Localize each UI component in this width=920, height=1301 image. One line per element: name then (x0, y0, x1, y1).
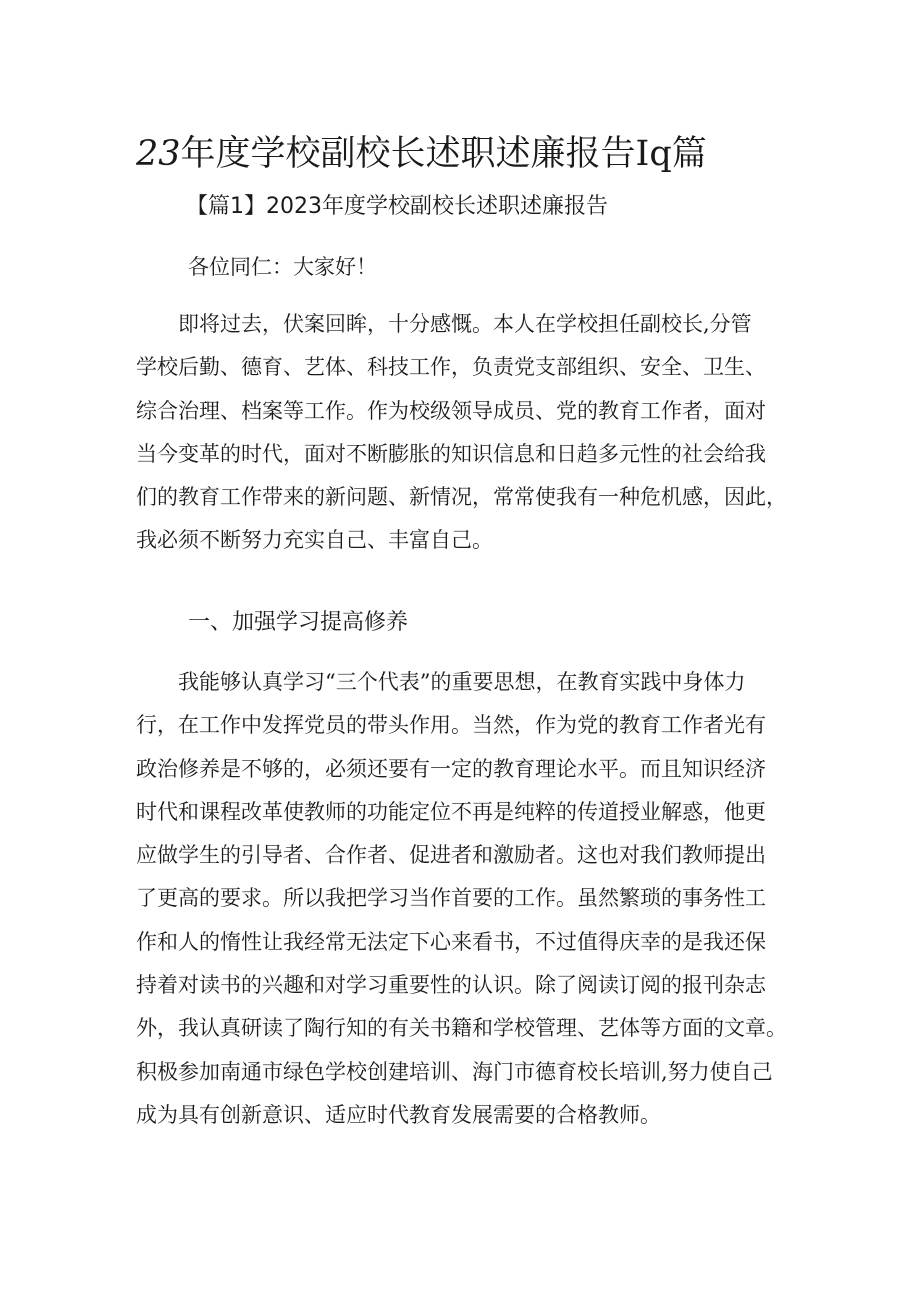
paragraph-line: 了更高的要求。所以我把学习当作首要的工作。虽然繁琐的事务性工 (136, 886, 766, 911)
paragraph-line: 时代和课程改革使教师的功能定位不再是纯粹的传道授业解惑，他更 (136, 799, 766, 824)
section-heading: 一、加强学习提高修养 (188, 610, 409, 635)
document-subtitle: 【篇1】2023年度学校副校长述职述廉报告 (186, 194, 608, 219)
paragraph-2 (136, 661, 796, 1137)
paragraph-line: 我能够认真学习“三个代表”的重要思想，在教育实践中身体力 (136, 670, 746, 694)
paragraph-line: 积极参加南通市绿色学校创建培训、海门市德育校长培训,努力使自己 (136, 1059, 773, 1084)
paragraph-line: 即将过去，伏案回眸，十分感慨。本人在学校担任副校长,分管 (136, 312, 752, 336)
title-number: 23 (136, 134, 181, 174)
greeting: 各位同仁：大家好！ (188, 255, 377, 279)
paragraph-1 (136, 303, 796, 563)
paragraph-line: 政治修养是不够的，必须还要有一定的教育理论水平。而且知识经济 (136, 756, 766, 781)
paragraph-line: 当今变革的时代，面对不断膨胀的知识信息和日趋多元性的社会给我 (136, 441, 766, 466)
paragraph-line: 们的教育工作带来的新问题、新情况，常常使我有一种危机感，因此， (136, 485, 787, 510)
document-title (136, 130, 836, 178)
paragraph-line: 持着对读书的兴趣和对学习重要性的认识。除了阅读订阅的报刊杂志 (136, 973, 766, 998)
paragraph-line: 学校后勤、德育、艺体、科技工作，负责党支部组织、安全、卫生、 (136, 355, 766, 380)
paragraph-line: 应做学生的引导者、合作者、促进者和激励者。这也对我们教师提出 (136, 843, 766, 868)
paragraph-line: 作和人的惰性让我经常无法定下心来看书，不过值得庆幸的是我还保 (136, 929, 766, 954)
title-text: 年度学校副校长述职述廉报告Iq篇 (180, 134, 707, 174)
paragraph-line: 成为具有创新意识、适应时代教育发展需要的合格教师。 (136, 1102, 661, 1127)
paragraph-line: 综合治理、档案等工作。作为校级领导成员、党的教育工作者，面对 (136, 398, 766, 423)
paragraph-line: 行，在工作中发挥党员的带头作用。当然，作为党的教育工作者光有 (136, 713, 766, 738)
paragraph-line: 我必须不断努力充实自己、丰富自己。 (136, 528, 493, 553)
paragraph-line: 外，我认真研读了陶行知的有关书籍和学校管理、艺体等方面的文章。 (136, 1016, 787, 1041)
